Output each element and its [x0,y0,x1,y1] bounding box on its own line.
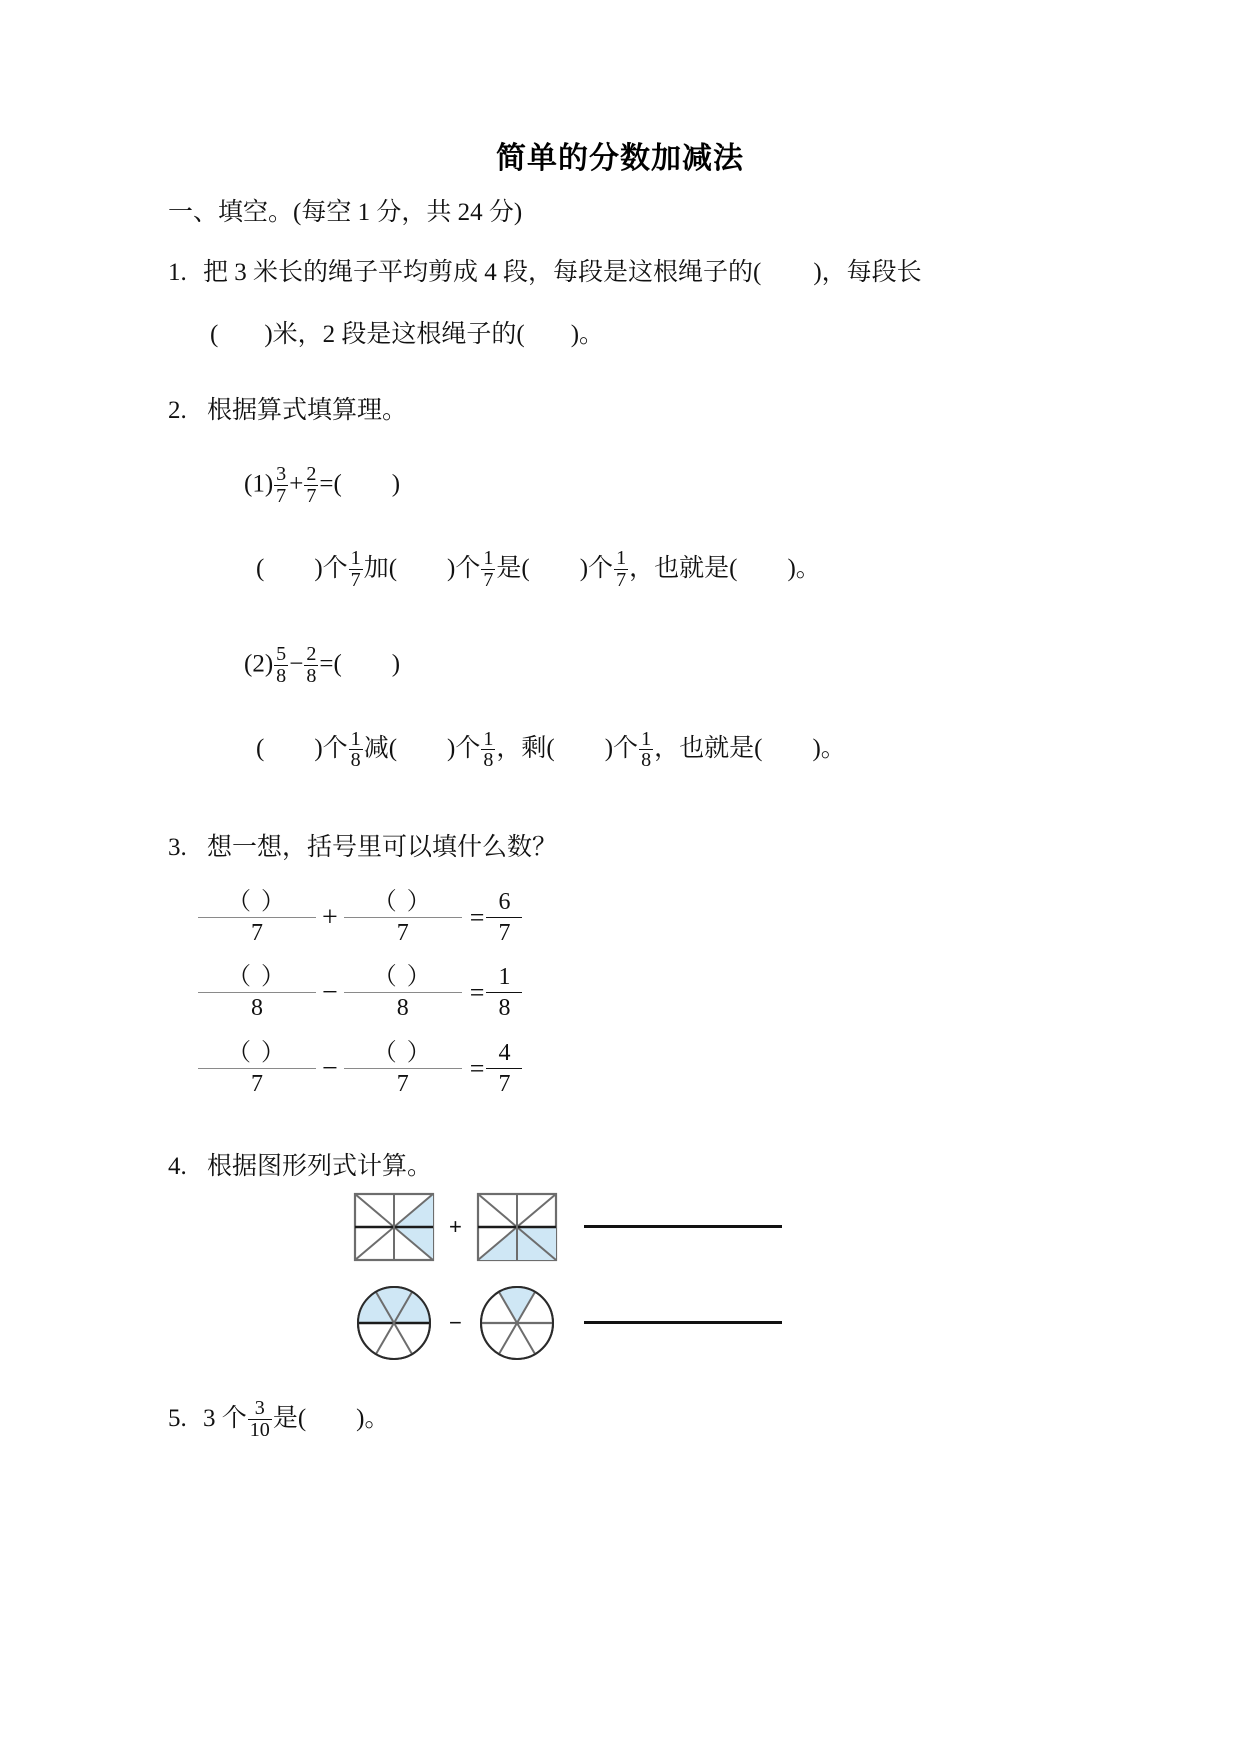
reason-text-7: )。 [787,555,821,583]
fraction-denominator: 8 [641,749,652,772]
circle-sixths-shaded-1-icon [476,1284,558,1362]
question-3-number: 3. [168,833,187,861]
circle-sixths-shaded-3-icon [353,1284,435,1362]
question-1-number: 1. [168,259,187,287]
result-numerator: 6 [498,888,511,915]
question-4-figure-row-1 [168,1192,1068,1262]
denominator: 7 [344,917,462,947]
fraction-denominator: 8 [350,749,361,772]
blank-numerator[interactable]: （ ） [227,964,287,991]
reason-text-6: ，也就是( [654,735,763,763]
question-1-line2 [168,314,1068,350]
unit-fraction-1-7-b [481,548,495,590]
fraction-2-8 [304,644,318,686]
question-5-suffix: 是( [272,1404,307,1432]
equals-sign: = [469,978,485,1008]
fraction-numerator: 1 [350,727,361,750]
reason-text-6: ，也就是( [629,555,738,583]
question-2-sub-1 [168,463,1068,508]
fraction-denominator: 7 [306,484,317,507]
question-5-prefix: 3 个 [203,1404,247,1432]
section-heading: 一、填空。(每空 1 分，共 24 分) [168,199,523,226]
reason-text-5: )个 [604,735,639,763]
question-3-row-3 [168,1040,1068,1098]
reason-text-3: )个 [447,735,481,763]
fraction-denominator: 10 [249,1418,270,1441]
fraction-denominator: 7 [616,568,627,591]
fraction-2-7 [304,464,318,506]
result-numerator: 4 [498,1040,511,1067]
denominator: 7 [198,917,316,947]
fraction-denominator: 8 [306,664,317,687]
fraction-numerator: 2 [306,463,317,486]
sub-label-1: (1) [244,470,274,498]
reason-text-5: )个 [579,555,614,583]
question-5 [168,1398,1068,1442]
blank-numerator[interactable]: （ ） [372,888,433,915]
fraction-denominator: 7 [483,568,494,591]
reason-text-4: 是( [496,555,530,583]
question-3-row-1 [168,889,1068,947]
unit-fraction-1-8-a [349,729,363,771]
question-1-text-d: )。 [570,321,605,349]
question-2-sub-2-reason [168,728,1068,772]
operator: − [322,977,338,1009]
result-numerator: 1 [498,964,511,991]
fraction-denominator: 8 [276,664,287,687]
question-5-number: 5. [168,1404,187,1432]
question-1 [168,252,1068,288]
question-3-row-2 [168,964,1068,1022]
question-5-tail: )。 [356,1404,390,1432]
blank-numerator[interactable]: （ ） [372,964,433,991]
result-fraction [486,964,522,1022]
question-1-text-b: )，每段长 [813,259,922,287]
close-paren: ) [391,470,401,498]
fraction-numerator: 1 [483,727,494,750]
answer-line-2[interactable] [584,1321,782,1324]
blank-fraction-left[interactable] [198,889,316,947]
result-fraction [486,1040,522,1098]
rectangle-eighths-shaded-3-icon [476,1192,558,1262]
question-4-figure-row-2 [168,1284,1068,1362]
fraction-denominator: 7 [350,568,361,591]
equals-open-paren: =( [319,470,342,498]
fraction-3-7 [274,464,288,506]
page-title: 简单的分数加减法 [496,141,744,176]
question-2-number: 2. [168,397,187,425]
unit-fraction-1-8-b [481,729,495,771]
fraction-numerator: 5 [276,643,287,666]
question-1-text-a: 把 3 米长的绳子平均剪成 4 段，每段是这根绳子的( [203,259,762,287]
fraction-numerator: 1 [641,727,652,750]
figure-operator-minus: − [449,1309,462,1335]
question-3-stem: 想一想，括号里可以填什么数？ [207,833,558,861]
question-3 [168,827,1068,863]
blank-fraction-right[interactable] [344,1040,462,1098]
fraction-numerator: 1 [483,547,494,570]
question-4-number: 4. [168,1152,187,1180]
sub-label-2: (2) [244,651,274,679]
blank-numerator[interactable]: （ ） [227,888,287,915]
close-paren: ) [391,651,401,679]
blank-numerator[interactable]: （ ） [372,1040,433,1067]
reason-text-3: )个 [447,555,481,583]
denominator: 8 [198,992,316,1022]
fraction-numerator: 1 [350,547,361,570]
unit-fraction-1-7-c [614,548,628,590]
blank-fraction-right[interactable] [344,964,462,1022]
result-denominator: 7 [486,917,522,947]
question-4 [168,1146,1068,1182]
operator-plus: + [289,470,304,498]
reason-paren-open: ( [256,555,265,583]
fraction-numerator: 3 [276,463,287,486]
operator: − [322,1053,338,1085]
fraction-denominator: 8 [483,749,494,772]
reason-text-1: )个 [314,735,348,763]
fraction-numerator: 1 [616,547,627,570]
operator: + [322,901,338,933]
result-denominator: 8 [486,992,522,1022]
fraction-5-8 [274,644,288,686]
unit-fraction-1-7-a [349,548,363,590]
unit-fraction-1-8-c [639,729,653,771]
denominator: 8 [344,992,462,1022]
blank-numerator[interactable]: （ ） [227,1040,287,1067]
question-2-stem: 根据算式填算理。 [207,397,408,425]
blank-fraction-left[interactable] [198,1040,316,1098]
reason-text-7: )。 [812,735,846,763]
result-fraction [486,889,522,947]
result-denominator: 7 [486,1068,522,1098]
equals-sign: = [469,902,485,932]
fraction-3-10 [248,1398,272,1440]
reason-text-2: 减( [363,735,398,763]
reason-text-1: )个 [314,555,348,583]
answer-line-1[interactable] [584,1225,782,1228]
figure-operator-plus: + [449,1213,462,1239]
rectangle-eighths-shaded-2-icon [353,1192,435,1262]
question-2 [168,390,1068,426]
operator-minus: − [289,651,304,679]
reason-paren-open: ( [256,735,265,763]
denominator: 7 [198,1068,316,1098]
reason-text-4: ，剩( [496,735,555,763]
question-1-text-c: )米，2 段是这根绳子的( [264,321,525,349]
question-2-sub-2 [168,643,1068,688]
question-4-stem: 根据图形列式计算。 [207,1152,433,1180]
question-1-paren-open: ( [210,321,219,349]
reason-text-2: 加( [363,555,398,583]
question-2-sub-1-reason [168,548,1068,592]
blank-fraction-right[interactable] [344,889,462,947]
fraction-denominator: 7 [276,484,287,507]
page-content [168,200,1068,1452]
equals-open-paren: =( [319,651,342,679]
equals-sign: = [469,1054,485,1084]
fraction-numerator: 2 [306,643,317,666]
blank-fraction-left[interactable] [198,964,316,1022]
fraction-numerator: 3 [254,1397,265,1420]
denominator: 7 [344,1068,462,1098]
